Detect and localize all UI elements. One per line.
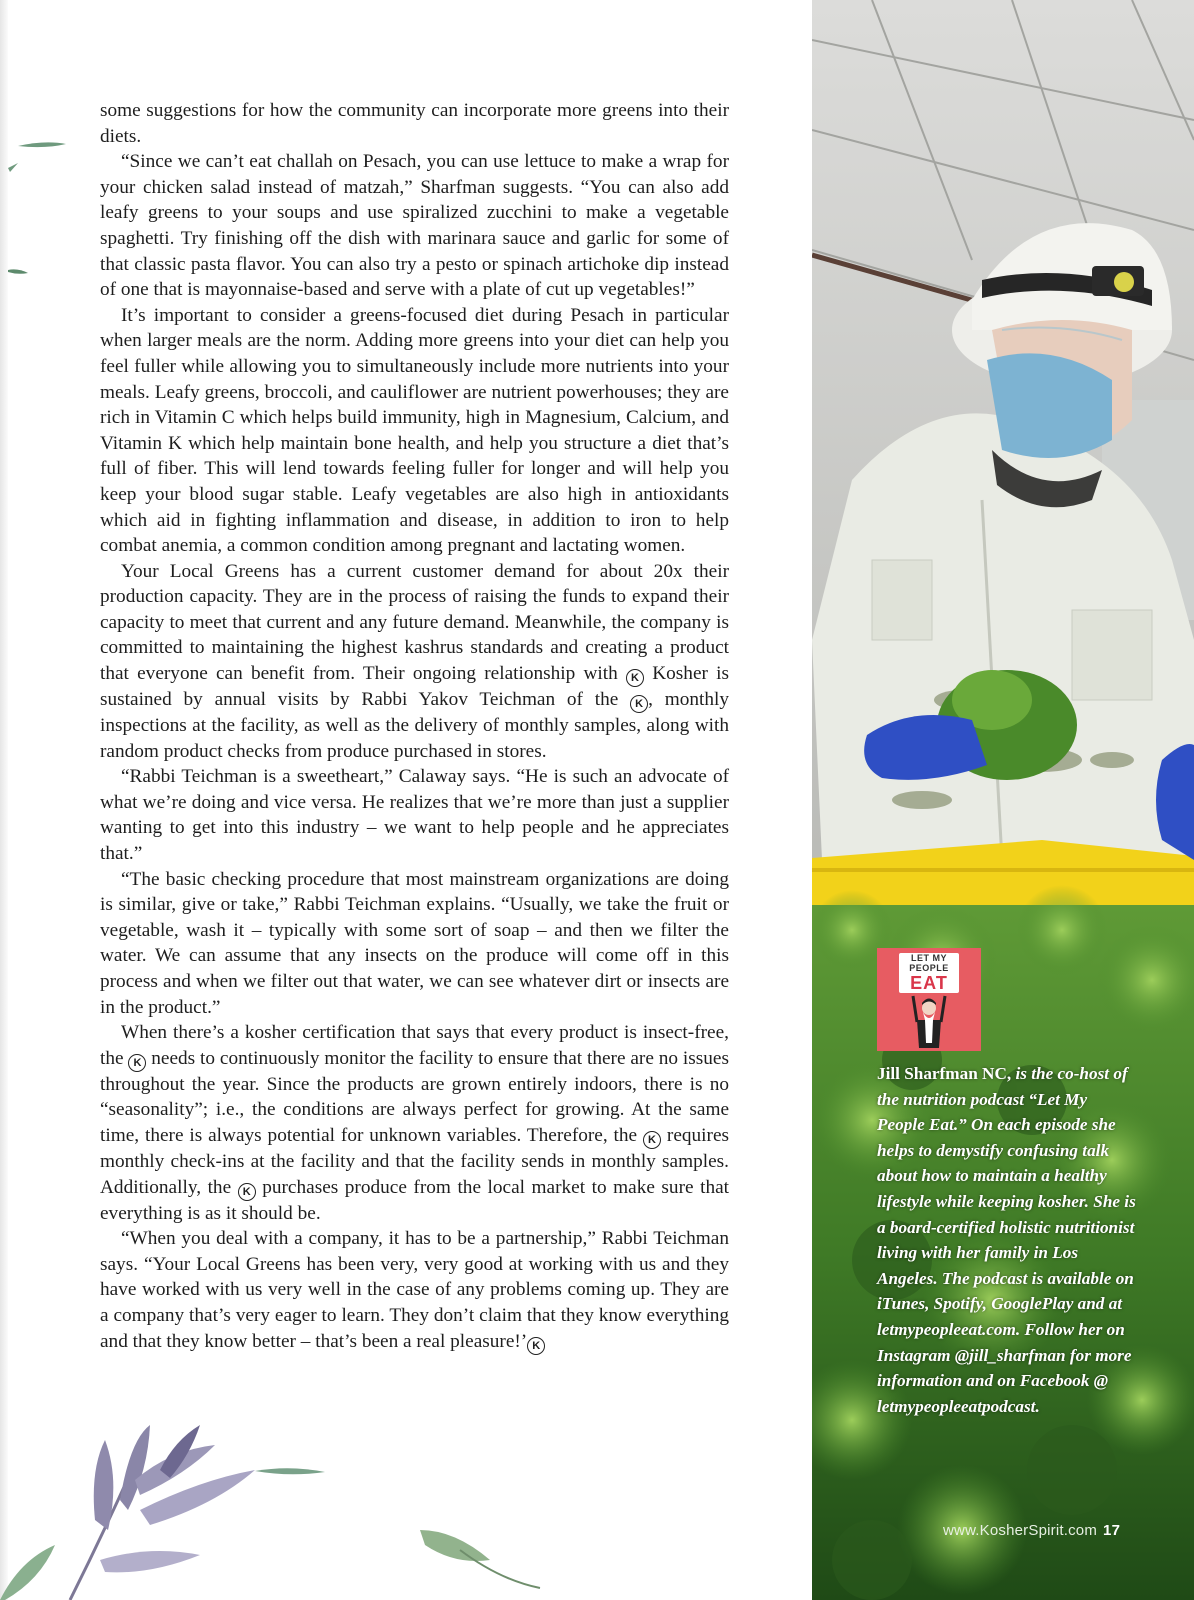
page-number: 17	[1103, 1522, 1121, 1539]
kosher-symbol-icon: K	[630, 695, 648, 713]
leaf-decoration	[8, 269, 28, 273]
paragraph: “Rabbi Teichman is a sweetheart,” Calaway says. “He is such an advocate of what we’re doing and vice versa. He realizes that we’re more than just a supplier wanting to get into this industry – we want to help people and he appreciates that.”	[100, 766, 729, 865]
paragraph: some suggestions for how the community can incorporate more greens into their diets.	[100, 100, 729, 147]
author-bio	[877, 1061, 1139, 1419]
paragraph: “When you deal with a company, it has to be a partnership,” Rabbi Teichman says. “Your Local Greens has been very, very good at working with us and they have worked with us very well in the case of any problems coming up. They are a company that’s very eager to learn. They don’t claim that they know everything and that they know better – that’s been a real pleasure!’ K	[100, 1226, 729, 1354]
kosher-symbol-icon: K	[626, 669, 644, 687]
leaf-decoration	[18, 142, 66, 147]
article-body	[100, 98, 729, 1355]
podcast-logo	[877, 948, 981, 1051]
leaf-decoration	[255, 1468, 325, 1474]
page-footer	[943, 1522, 1120, 1539]
website-url: www.KosherSpirit.com	[943, 1522, 1098, 1539]
kosher-symbol-icon: K	[128, 1054, 146, 1072]
page-gutter	[0, 0, 8, 1600]
kosher-symbol-icon: K	[527, 1337, 545, 1355]
paragraph: Your Local Greens has a current customer demand for about 20x their production capacity. They are in the process of raising the funds to expand their capacity to meet that current and any future demand. Meanwhile, the company is committed to maintaining the highest kashrus standards and creating a product that everyone can benefit from. Their ongoing relationship with K Kosher is sustained by annual visits by Rabbi Yakov Teichman of the K , monthly inspections at the facility, as well as the delivery of monthly samples, along with random product checks from produce purchased in stores.	[100, 560, 730, 762]
paragraph: “Since we can’t eat challah on Pesach, you can use lettuce to make a wrap for your chicken salad instead of matzah,” Sharfman suggests. “You can also add leafy greens to your soups and use spiralized zucchini to make a vegetable spaghetti. Try finishing off the dish with marinara sauce and garlic for some of that classic pasta flavor. You can also try a pesto or spinach artichoke dip instead of one that is mayonnaise-based and serve with a plate of cut up vegetables!”	[100, 151, 729, 301]
leaf-decoration	[8, 163, 18, 172]
rabbi-figure-icon	[877, 948, 981, 1051]
paragraph: “The basic checking procedure that most mainstream organizations are doing is similar, give or take,” Rabbi Teichman explains. “Usually, we take the fruit or vegetable, wash it – typically with some sort of soap – and then we filter the water. We can assume that any insects on the produce will come off in this process and when we filter out that water, we can see whatever dirt or insects are in the product.”	[100, 868, 729, 1018]
author-name: Jill Sharfman NC,	[877, 1064, 1012, 1083]
lavender-flower-decoration	[70, 1425, 255, 1600]
paragraph: It’s important to consider a greens-focused diet during Pesach in particular when larger meals are the norm. Adding more greens into your diet can help you feel fuller while allowing you to simultaneously include more nutrients into your meals. Leafy greens, broccoli, and cauliflower are nutrient powerhouses; they are rich in Vitamin C which helps build immunity, high in Magnesium, Calcium, and Vitamin K which help maintain bone health, and help you structure a diet that’s full of fiber. This will lend towards feeling fuller for longer and will help you keep your blood sugar stable. Leafy vegetables are also high in antioxidants which aid in fighting inflammation and disease, in addition to iron to help combat anemia, a common condition among pregnant and lactating women.	[100, 304, 729, 557]
podcast-logo-text: LET MY PEOPLE EAT	[899, 953, 959, 993]
kosher-symbol-icon: K	[238, 1183, 256, 1201]
author-bio-text: is the co-host of the nutrition podcast “Let My People Eat.” On each episode she helps to demystify confusing talk about how to maintain a healthy lifestyle while keeping kosher. She is a board-certified holistic nutritionist living with her family in Los Angeles. The podcast is available on iTunes, Spotify, GooglePlay and at letmypeopleeat.com. Follow her on Instagram @jill_sharfman for more information and on Facebook @ letmypeopleeatpodcast.	[877, 1064, 1136, 1416]
paragraph: When there’s a kosher certification that says that every product is insect-free, the K needs to continuously monitor the facility to ensure that there are no issues throughout the year. Since the products are grown entirely indoors, there is no “seasonality”; i.e., the conditions are always perfect for growing. At the same time, there is always potential for unknown variables. Therefore, the K requires monthly check-ins at the facility and that the facility sends in monthly samples. Additionally, the K purchases produce from the local market to make sure that everything is as it should be.	[100, 1022, 730, 1224]
green-leaf-decoration	[0, 1530, 540, 1600]
kosher-symbol-icon: K	[643, 1131, 661, 1149]
